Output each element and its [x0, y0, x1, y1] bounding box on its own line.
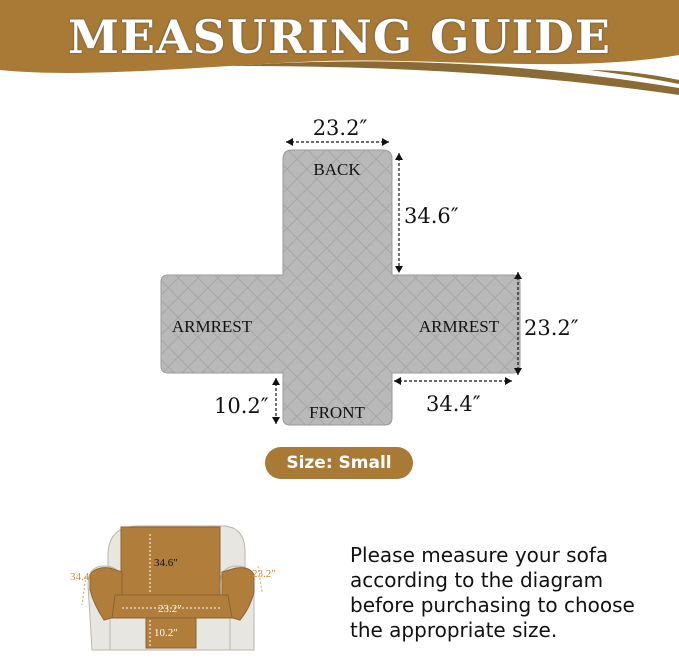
- label-front: FRONT: [309, 403, 365, 422]
- dim-front-length-label: 10.2″: [214, 394, 269, 418]
- chair-arm-right-label: 23.2″: [252, 568, 276, 580]
- label-back: BACK: [313, 160, 361, 179]
- chair-front-length-label: 10.2″: [154, 627, 178, 639]
- chair-seat-width-label: 23.2″: [158, 603, 182, 615]
- dim-arm-length-label: 34.4″: [426, 392, 481, 416]
- chair-back-length-label: 34.6″: [154, 557, 178, 569]
- instruction-text: Please measure your sofa according to the diagram before purchasing to choose the appropriate size.: [350, 543, 635, 642]
- dim-back-length-label: 34.6″: [404, 204, 459, 228]
- dim-arm-height-label: 23.2″: [524, 316, 579, 340]
- cover-shape: [161, 150, 520, 425]
- dim-back-length: [395, 153, 403, 273]
- dim-arm-length: [394, 377, 512, 385]
- chair-arm-left-label: 34.4″: [70, 571, 94, 583]
- label-armrest-left: ARMREST: [171, 317, 253, 336]
- page-title: MEASURING GUIDE: [68, 10, 611, 64]
- dim-back-width-label: 23.2″: [312, 116, 368, 140]
- size-badge: Size: Small: [265, 447, 413, 479]
- label-armrest-right: ARMREST: [418, 317, 500, 336]
- dim-front-length: [272, 378, 280, 424]
